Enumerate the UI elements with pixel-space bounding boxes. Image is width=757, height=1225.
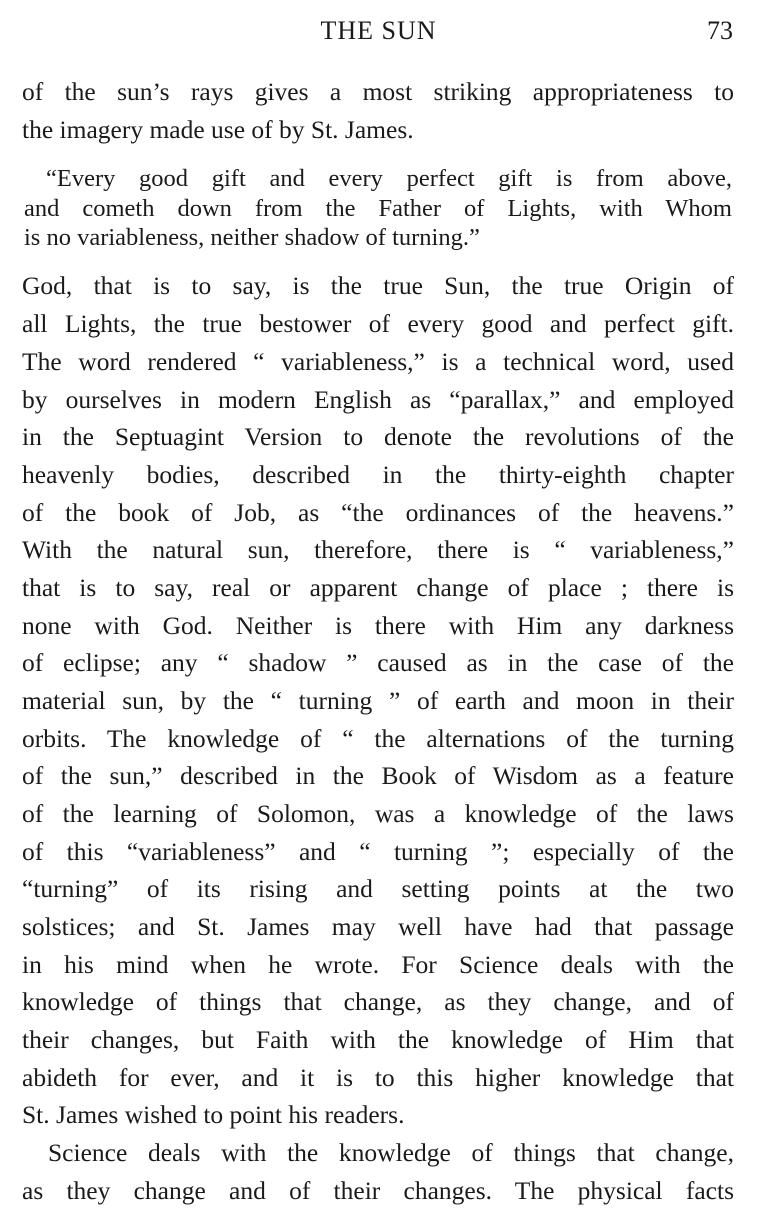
quote-line: and cometh down from the Father of Lights, with Whom	[24, 195, 732, 222]
text-line: knowledge of things that change, as they change, and of	[22, 987, 734, 1016]
text-line: St. James wished to point his readers.	[22, 1100, 405, 1129]
text-line: the imagery made use of by St. James.	[22, 115, 414, 144]
page-header	[0, 16, 757, 52]
text-line: of eclipse; any “ shadow ” caused as in the case of the	[22, 648, 734, 677]
text-line: of the learning of Solomon, was a knowledge of the laws	[22, 799, 734, 828]
text-line: all Lights, the true bestower of every good and perfect gift.	[22, 309, 734, 338]
text-line: God, that is to say, is the true Sun, the true Origin of	[22, 271, 734, 300]
text-line: that is to say, real or apparent change of place ; there is	[22, 573, 734, 602]
text-line: of the sun,” described in the Book of Wisdom as a feature	[22, 761, 734, 790]
text-line: With the natural sun, therefore, there is “ variableness,”	[22, 535, 734, 564]
text-line: heavenly bodies, described in the thirty-eighth chapter	[22, 460, 734, 489]
text-line: of the sun’s rays gives a most striking appropriateness to	[22, 77, 734, 106]
text-line: their changes, but Faith with the knowledge of Him that	[22, 1025, 734, 1054]
text-line: as they change and of their changes. The physical facts	[22, 1176, 734, 1205]
text-line: Science deals with the knowledge of things that change,	[48, 1138, 734, 1167]
page-number: 73	[707, 16, 733, 45]
text-line: The word rendered “ variableness,” is a technical word, used	[22, 347, 734, 376]
text-line: material sun, by the “ turning ” of earth and moon in their	[22, 686, 734, 715]
quote-line: is no variableness, neither shadow of turning.”	[24, 224, 480, 251]
quote-line: “Every good gift and every perfect gift is from above,	[46, 165, 732, 192]
running-title: THE SUN	[320, 16, 437, 45]
text-line: orbits. The knowledge of “ the alternations of the turning	[22, 724, 734, 753]
text-line: of the book of Job, as “the ordinances of the heavens.”	[22, 498, 734, 527]
text-line: abideth for ever, and it is to this higher knowledge that	[22, 1063, 734, 1092]
text-line: in his mind when he wrote. For Science deals with the	[22, 950, 734, 979]
text-line: of this “variableness” and “ turning ”; especially of the	[22, 837, 734, 866]
text-line: by ourselves in modern English as “parallax,” and employed	[22, 385, 734, 414]
text-line: none with God. Neither is there with Him any darkness	[22, 611, 734, 640]
text-line: “turning” of its rising and setting points at the two	[22, 874, 734, 903]
text-line: in the Septuagint Version to denote the revolutions of the	[22, 422, 734, 451]
text-line: solstices; and St. James may well have had that passage	[22, 912, 734, 941]
